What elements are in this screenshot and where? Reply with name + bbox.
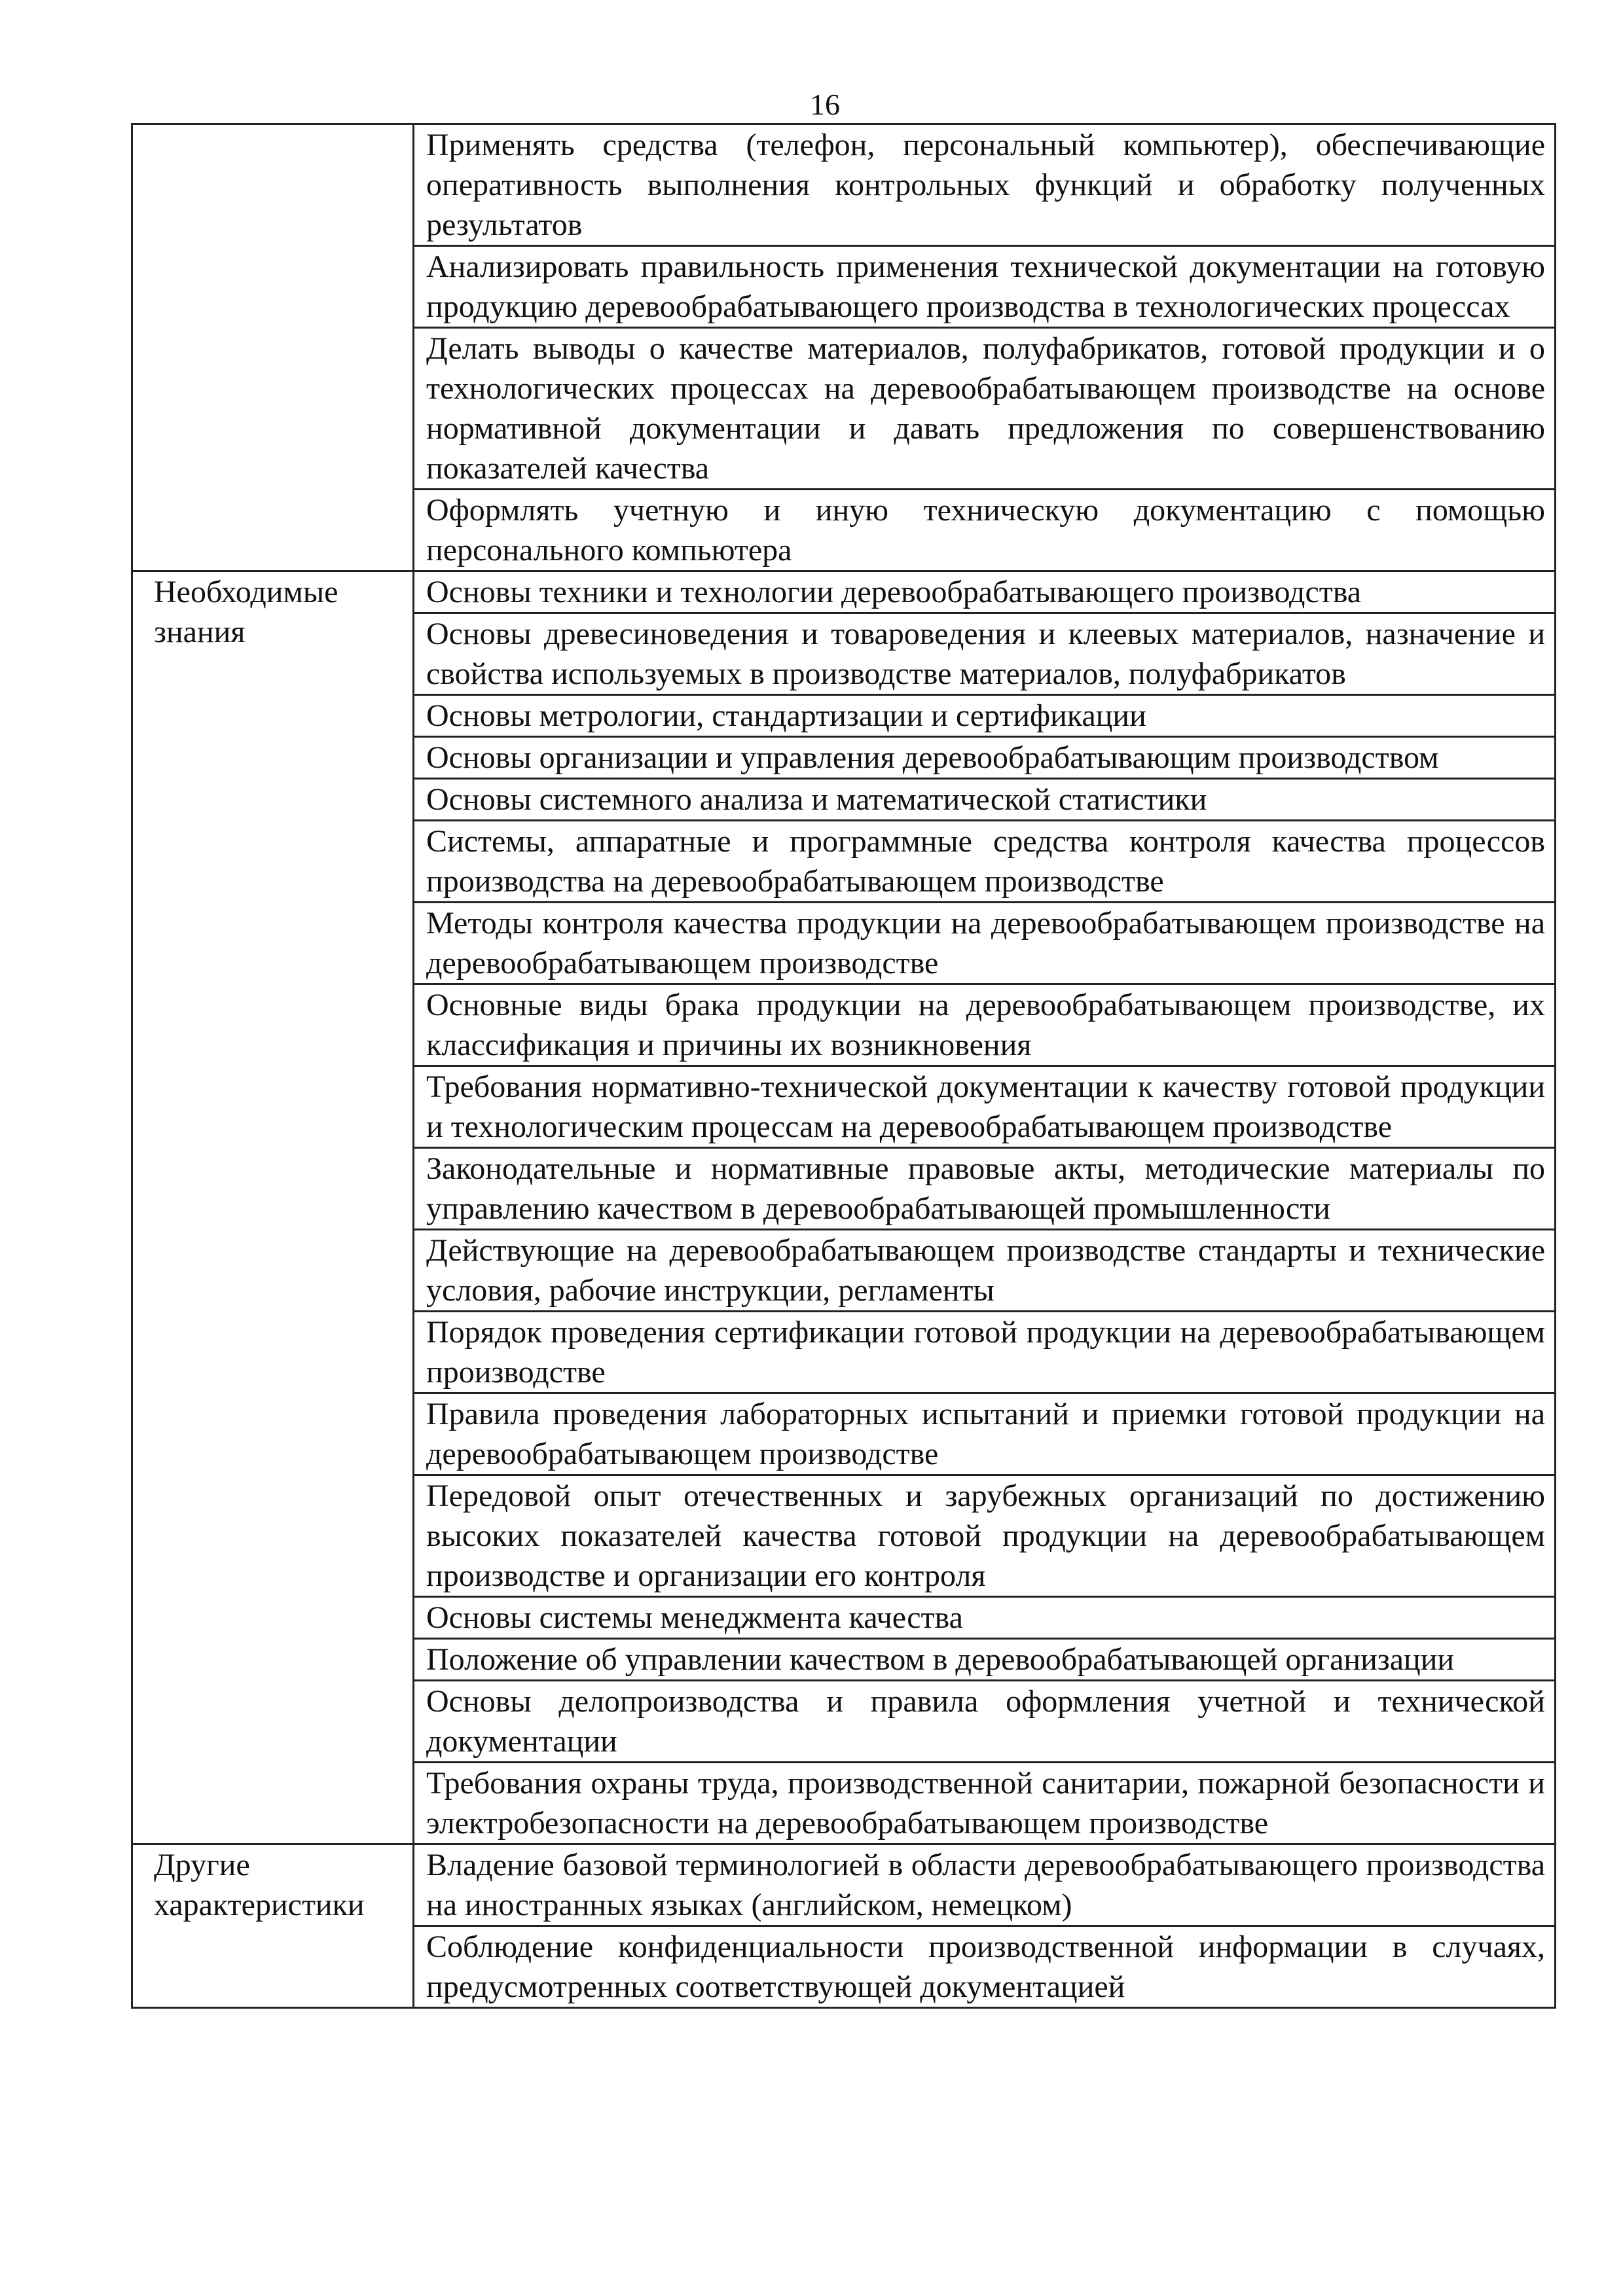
requirement-item: Системы, аппаратные и программные средства контроля качества процессов производства на деревообрабатывающем производстве: [414, 821, 1556, 903]
requirement-item: Действующие на деревообрабатывающем производстве стандарты и технические условия, рабочие инструкции, регламенты: [414, 1230, 1556, 1312]
requirement-item: Методы контроля качества продукции на деревообрабатывающем производстве на деревообрабатывающем производстве: [414, 903, 1556, 984]
requirement-item: Требования охраны труда, производственной санитарии, пожарной безопасности и электробезопасности на деревообрабатывающем производстве: [414, 1763, 1556, 1844]
requirement-item: Правила проведения лабораторных испытаний и приемки готовой продукции на деревообрабатывающем производстве: [414, 1393, 1556, 1475]
requirement-item: Применять средства (телефон, персональный компьютер), обеспечивающие оперативность выполнения контрольных функций и обработку полученных результатов: [414, 124, 1556, 246]
requirement-item: Основы делопроизводства и правила оформления учетной и технической документации: [414, 1681, 1556, 1763]
requirement-item: Основы древесиноведения и товароведения и клеевых материалов, назначение и свойства используемых в производстве материалов, полуфабрикатов: [414, 613, 1556, 695]
requirement-item: Основные виды брака продукции на деревообрабатывающем производстве, их классификация и причины их возникновения: [414, 984, 1556, 1066]
requirement-item: Анализировать правильность применения технической документации на готовую продукцию деревообрабатывающего производства в технологических процессах: [414, 246, 1556, 328]
requirement-item: Оформлять учетную и иную техническую документацию с помощью персонального компьютера: [414, 490, 1556, 571]
section-label-abilities: [132, 124, 414, 571]
requirement-item: Передовой опыт отечественных и зарубежных организаций по достижению высоких показателей качества готовой продукции на деревообрабатывающем производстве и организации его контроля: [414, 1475, 1556, 1597]
requirement-item: Делать выводы о качестве материалов, полуфабрикатов, готовой продукции и о технологических процессах на деревообрабатывающем производстве на основе нормативной документации и давать предложения по совершенствованию показателей качества: [414, 328, 1556, 490]
requirement-item: Основы метрологии, стандартизации и сертификации: [414, 695, 1556, 737]
requirement-item: Законодательные и нормативные правовые акты, методические материалы по управлению качеством в деревообрабатывающей промышленности: [414, 1148, 1556, 1230]
requirements-table-body: [132, 124, 1556, 2008]
requirement-item: Основы системного анализа и математической статистики: [414, 779, 1556, 821]
table-row: [132, 124, 1556, 246]
requirement-item: Требования нормативно-технической документации к качеству готовой продукции и технологическим процессам на деревообрабатывающем производстве: [414, 1066, 1556, 1148]
requirement-item: Положение об управлении качеством в деревообрабатывающей организации: [414, 1639, 1556, 1681]
requirement-item: Основы техники и технологии деревообрабатывающего производства: [414, 571, 1556, 613]
requirement-item: Основы системы менеджмента качества: [414, 1597, 1556, 1639]
section-label-other: Другие характеристики: [132, 1844, 414, 2008]
requirements-table: [131, 123, 1556, 2009]
page-number: 16: [810, 88, 840, 121]
table-row: [132, 1844, 1556, 1926]
requirement-item: Соблюдение конфиденциальности производственной информации в случаях, предусмотренных соответствующей документацией: [414, 1926, 1556, 2008]
requirement-item: Владение базовой терминологией в области деревообрабатывающего производства на иностранных языках (английском, немецком): [414, 1844, 1556, 1926]
section-label-knowledge: Необходимые знания: [132, 571, 414, 1844]
requirement-item: Порядок проведения сертификации готовой продукции на деревообрабатывающем производстве: [414, 1312, 1556, 1393]
table-row: [132, 571, 1556, 613]
requirement-item: Основы организации и управления деревообрабатывающим производством: [414, 737, 1556, 779]
